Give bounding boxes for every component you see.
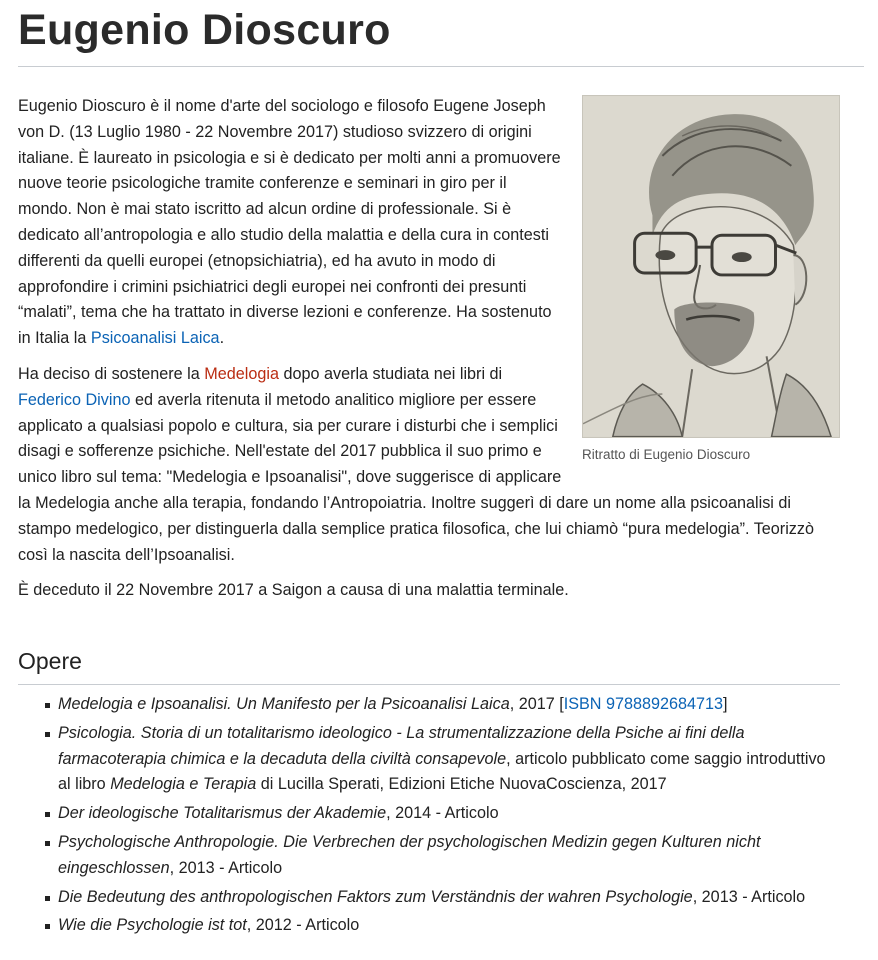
work-details: , 2013 - Articolo [169,858,283,877]
work-title: Medelogia e Ipsoanalisi. Un Manifesto per la Psicoanalisi Laica [58,695,510,713]
medelogia-text-b: dopo averla studiata nei libri di [278,364,503,383]
page-title: Eugenio Dioscuro [18,6,391,54]
isbn-link[interactable]: ISBN 9788892684713 [563,695,724,713]
section-divider [18,684,840,685]
article-body [18,94,848,614]
medelogia-text-a: Ha deciso di sostenere la [18,364,205,383]
work-details: , articolo pubblicato come saggio introduttivo al libro [58,749,826,794]
work-details: , 2013 - Articolo [692,887,806,906]
work-details-end: di Lucilla Sperati, Edizioni Etiche NuovaCoscienza, 2017 [256,775,667,794]
portrait-image[interactable] [582,95,840,438]
list-item [18,885,840,911]
bullet-icon [45,732,50,737]
work-title: Psicologia. Storia di un totalitarismo ideologico - La strumentalizzazione della Psiche ai fini della farmacoterapia chimica e la decaduta della civiltà consapevole [58,723,745,768]
infobox [582,94,840,464]
intro-end: . [219,329,225,348]
list-item [18,913,840,939]
work-details: , 2014 - Articolo [386,804,499,823]
bullet-icon [45,812,50,817]
bullet-icon [45,924,50,929]
title-divider [18,66,864,67]
section-heading-opere: Opere [18,648,82,674]
work-details: , 2017 [ [509,695,564,713]
book-title: Medelogia e Terapia [110,775,257,794]
list-item [18,830,840,882]
medelogia-link[interactable]: Medelogia [204,364,279,383]
bullet-icon [45,703,50,708]
portrait-caption: Ritratto di Eugenio Dioscuro [582,447,751,462]
list-item [18,801,840,827]
bullet-icon [45,841,50,846]
psicoanalisi-laica-link[interactable]: Psicoanalisi Laica [90,329,220,348]
death-paragraph: È deceduto il 22 Novembre 2017 a Saigon a causa di una malattia terminale. [18,581,569,600]
works-list [18,692,840,942]
list-item [18,721,840,798]
work-details-end: ] [723,695,728,713]
work-details: , 2012 - Articolo [246,916,360,935]
bullet-icon [45,896,50,901]
intro-text: Eugenio Dioscuro è il nome d'arte del sociologo e filosofo Eugene Joseph von D. (13 Luglio 1980 - 22 Novembre 2017) studioso svizzero di origini italiane. È laureato in psicologia e si è dedicato per molti anni a promuovere nuove teorie psicologiche tramite conferenze e seminari in giro per il mondo. Non è mai stato iscritto ad alcun ordine di professionale. Si è dedicato all’antropologia e allo studio della malattia e della cura in contesti differenti da quelli europei (etnopsichiatria), ed ha avuto in modo di approfondire i crimini psichiatrici degli europei nei confronti dei presunti “malati”, tema che ha trattato in diverse lezioni e conferenze. Ha sostenuto in Italia la [18,97,561,348]
federico-divino-link[interactable]: Federico Divino [18,390,131,409]
medelogia-text-c: ed averla ritenuta il metodo analitico migliore per essere applicato a qualsiasi popolo e cultura, sia per curare i disturbi che i semplici disagi e sofferenze psichiche. Nell'estate del 2017 pubblica il suo primo e unico libro sul tema: "Medelogia e Ipsoanalisi", dove suggerisce di applicare la Medelogia anche alla terapia, fondando l’Antropoiatria. Inoltre suggerì di dare un nome alla psicoanalisi di stampo medelogico, per distinguerla dalla semplice pratica filosofica, che lui chiamò “pura medelogia”. Teorizzò così la nascita dell’Ipsoanalisi. [18,390,814,564]
work-title: Psychologische Anthropologie. Die Verbrechen der psychologischen Medizin gegen Kulturen nicht eingeschlossen [58,832,761,877]
list-item [18,692,840,718]
work-title: Wie die Psychologie ist tot [58,916,247,935]
work-title: Der ideologische Totalitarismus der Akademie [58,804,387,823]
work-title: Die Bedeutung des anthropologischen Faktors zum Verständnis der wahren Psychologie [58,887,693,906]
